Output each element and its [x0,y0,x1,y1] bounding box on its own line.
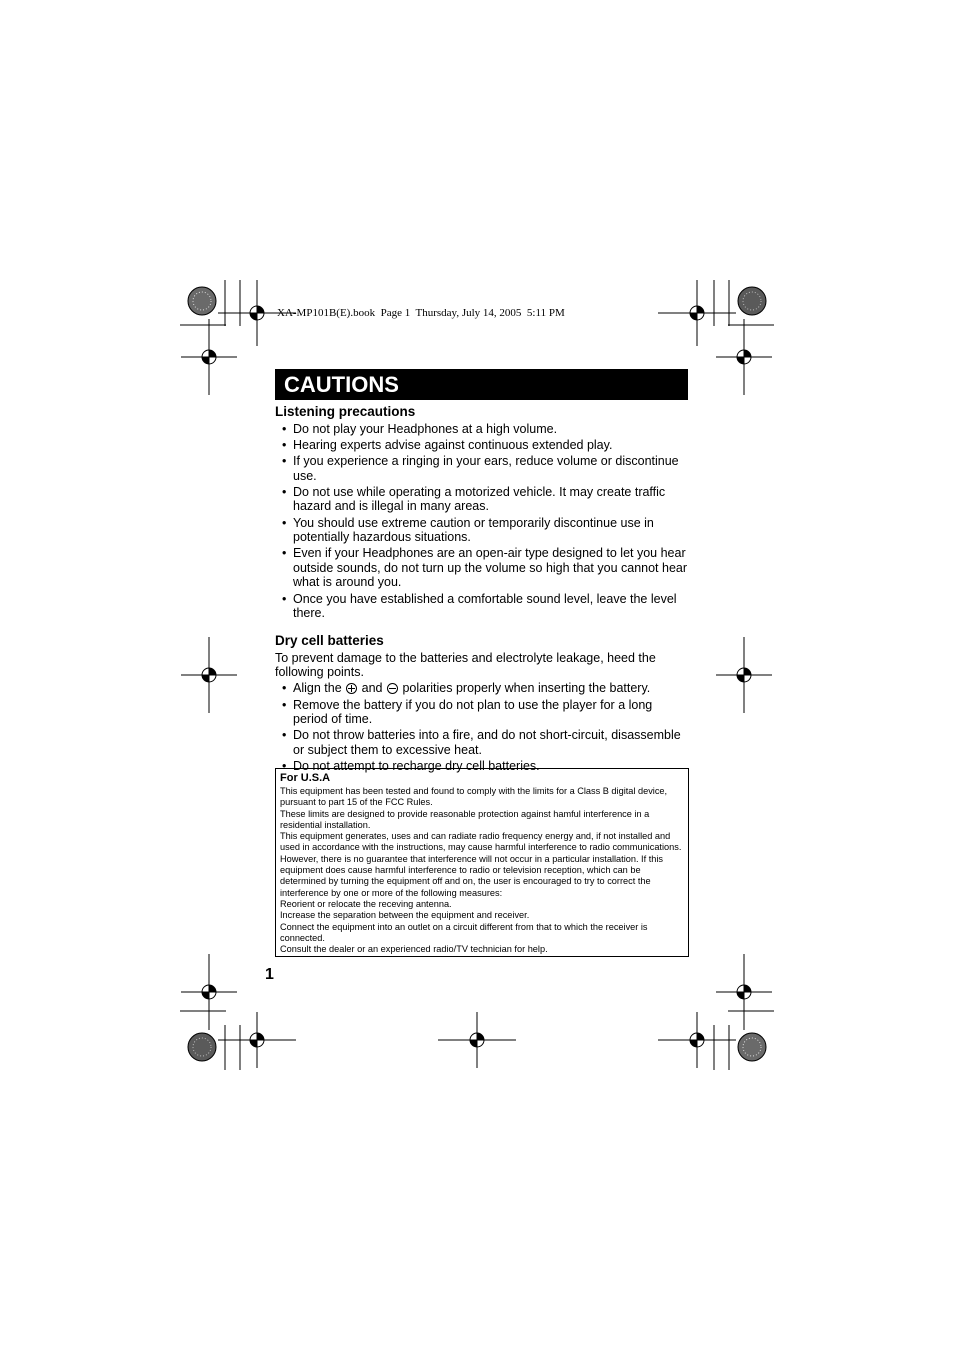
fcc-paragraph: This equipment has been tested and found to comply with the limits for a Class B digital device, pursuant to part 15 of the FCC Rules. [280,786,668,808]
list-item: • You should use extreme caution or temporarily discontinue use in potentially hazardous situations. [275,516,689,545]
list-item: • Remove the battery if you do not plan to use the player for a long period of time. [275,698,689,727]
batteries-list [275,681,689,773]
listening-heading: Listening precautions [275,404,416,419]
list-item: • Do not throw batteries into a fire, and do not short-circuit, disassemble or subject them to excessive heat. [275,728,689,757]
minus-polarity-icon [387,683,398,694]
list-item: • Even if your Headphones are an open-air type designed to let you hear outside sounds, do not turn up the volume so high that you cannot hear what is around you. [275,546,689,590]
list-item: • Hearing experts advise against continuous extended play. [275,438,689,453]
plus-polarity-icon [346,683,357,694]
fcc-paragraph: This equipment generates, uses and can radiate radio frequency energy and, if not installed and used in accordance with the instructions, may cause harmful interference to radio communications. However, there is no guarantee that interference will not occur in a particular installation. If this equipment does cause harmful interference to radio or television reception, which can be determined by turning the equipment off and on, the user is encouraged to try to correct the interference by one or more of the following measures: [280,831,682,898]
list-item-align [275,681,689,696]
fcc-title: For U.S.A [280,772,331,784]
list-item: • Do not attempt to recharge dry cell batteries. [275,759,689,774]
batteries-intro: To prevent damage to the batteries and electrolyte leakage, heed the following points. [275,650,656,680]
list-item: • Do not use while operating a motorized vehicle. It may create traffic hazard and is illegal in many areas. [275,485,689,514]
fcc-paragraph: Consult the dealer or an experienced radio/TV technician for help. [280,944,548,955]
fcc-paragraph: Increase the separation between the equipment and receiver. [280,910,530,921]
fcc-paragraph: Reorient or relocate the receving antenna. [280,898,452,909]
file-info-header: XA-MP101B(E).book Page 1 Thursday, July 14, 2005 5:11 PM [277,307,565,319]
page-number: 1 [265,966,274,983]
align-mid-text: and [361,681,383,696]
align-after-text: polarities properly when inserting the battery. [402,681,651,696]
list-item: • Do not play your Headphones at a high volume. [275,422,689,437]
main-content [275,402,689,775]
list-item: • Once you have established a comfortable sound level, leave the level there. [275,592,689,621]
align-before-text: Align the [293,681,342,696]
page-title: CAUTIONS [275,369,688,400]
listening-list [275,422,689,621]
fcc-paragraph: These limits are designed to provide reasonable protection against hamful interference in a residential installation. [280,808,650,830]
list-item: • If you experience a ringing in your ears, reduce volume or discontinue use. [275,454,689,483]
batteries-heading: Dry cell batteries [275,632,384,648]
fcc-paragraph: Connect the equipment into an outlet on a circuit different from that to which the receiver is connected. [280,921,648,943]
fcc-notice-box [275,768,689,957]
